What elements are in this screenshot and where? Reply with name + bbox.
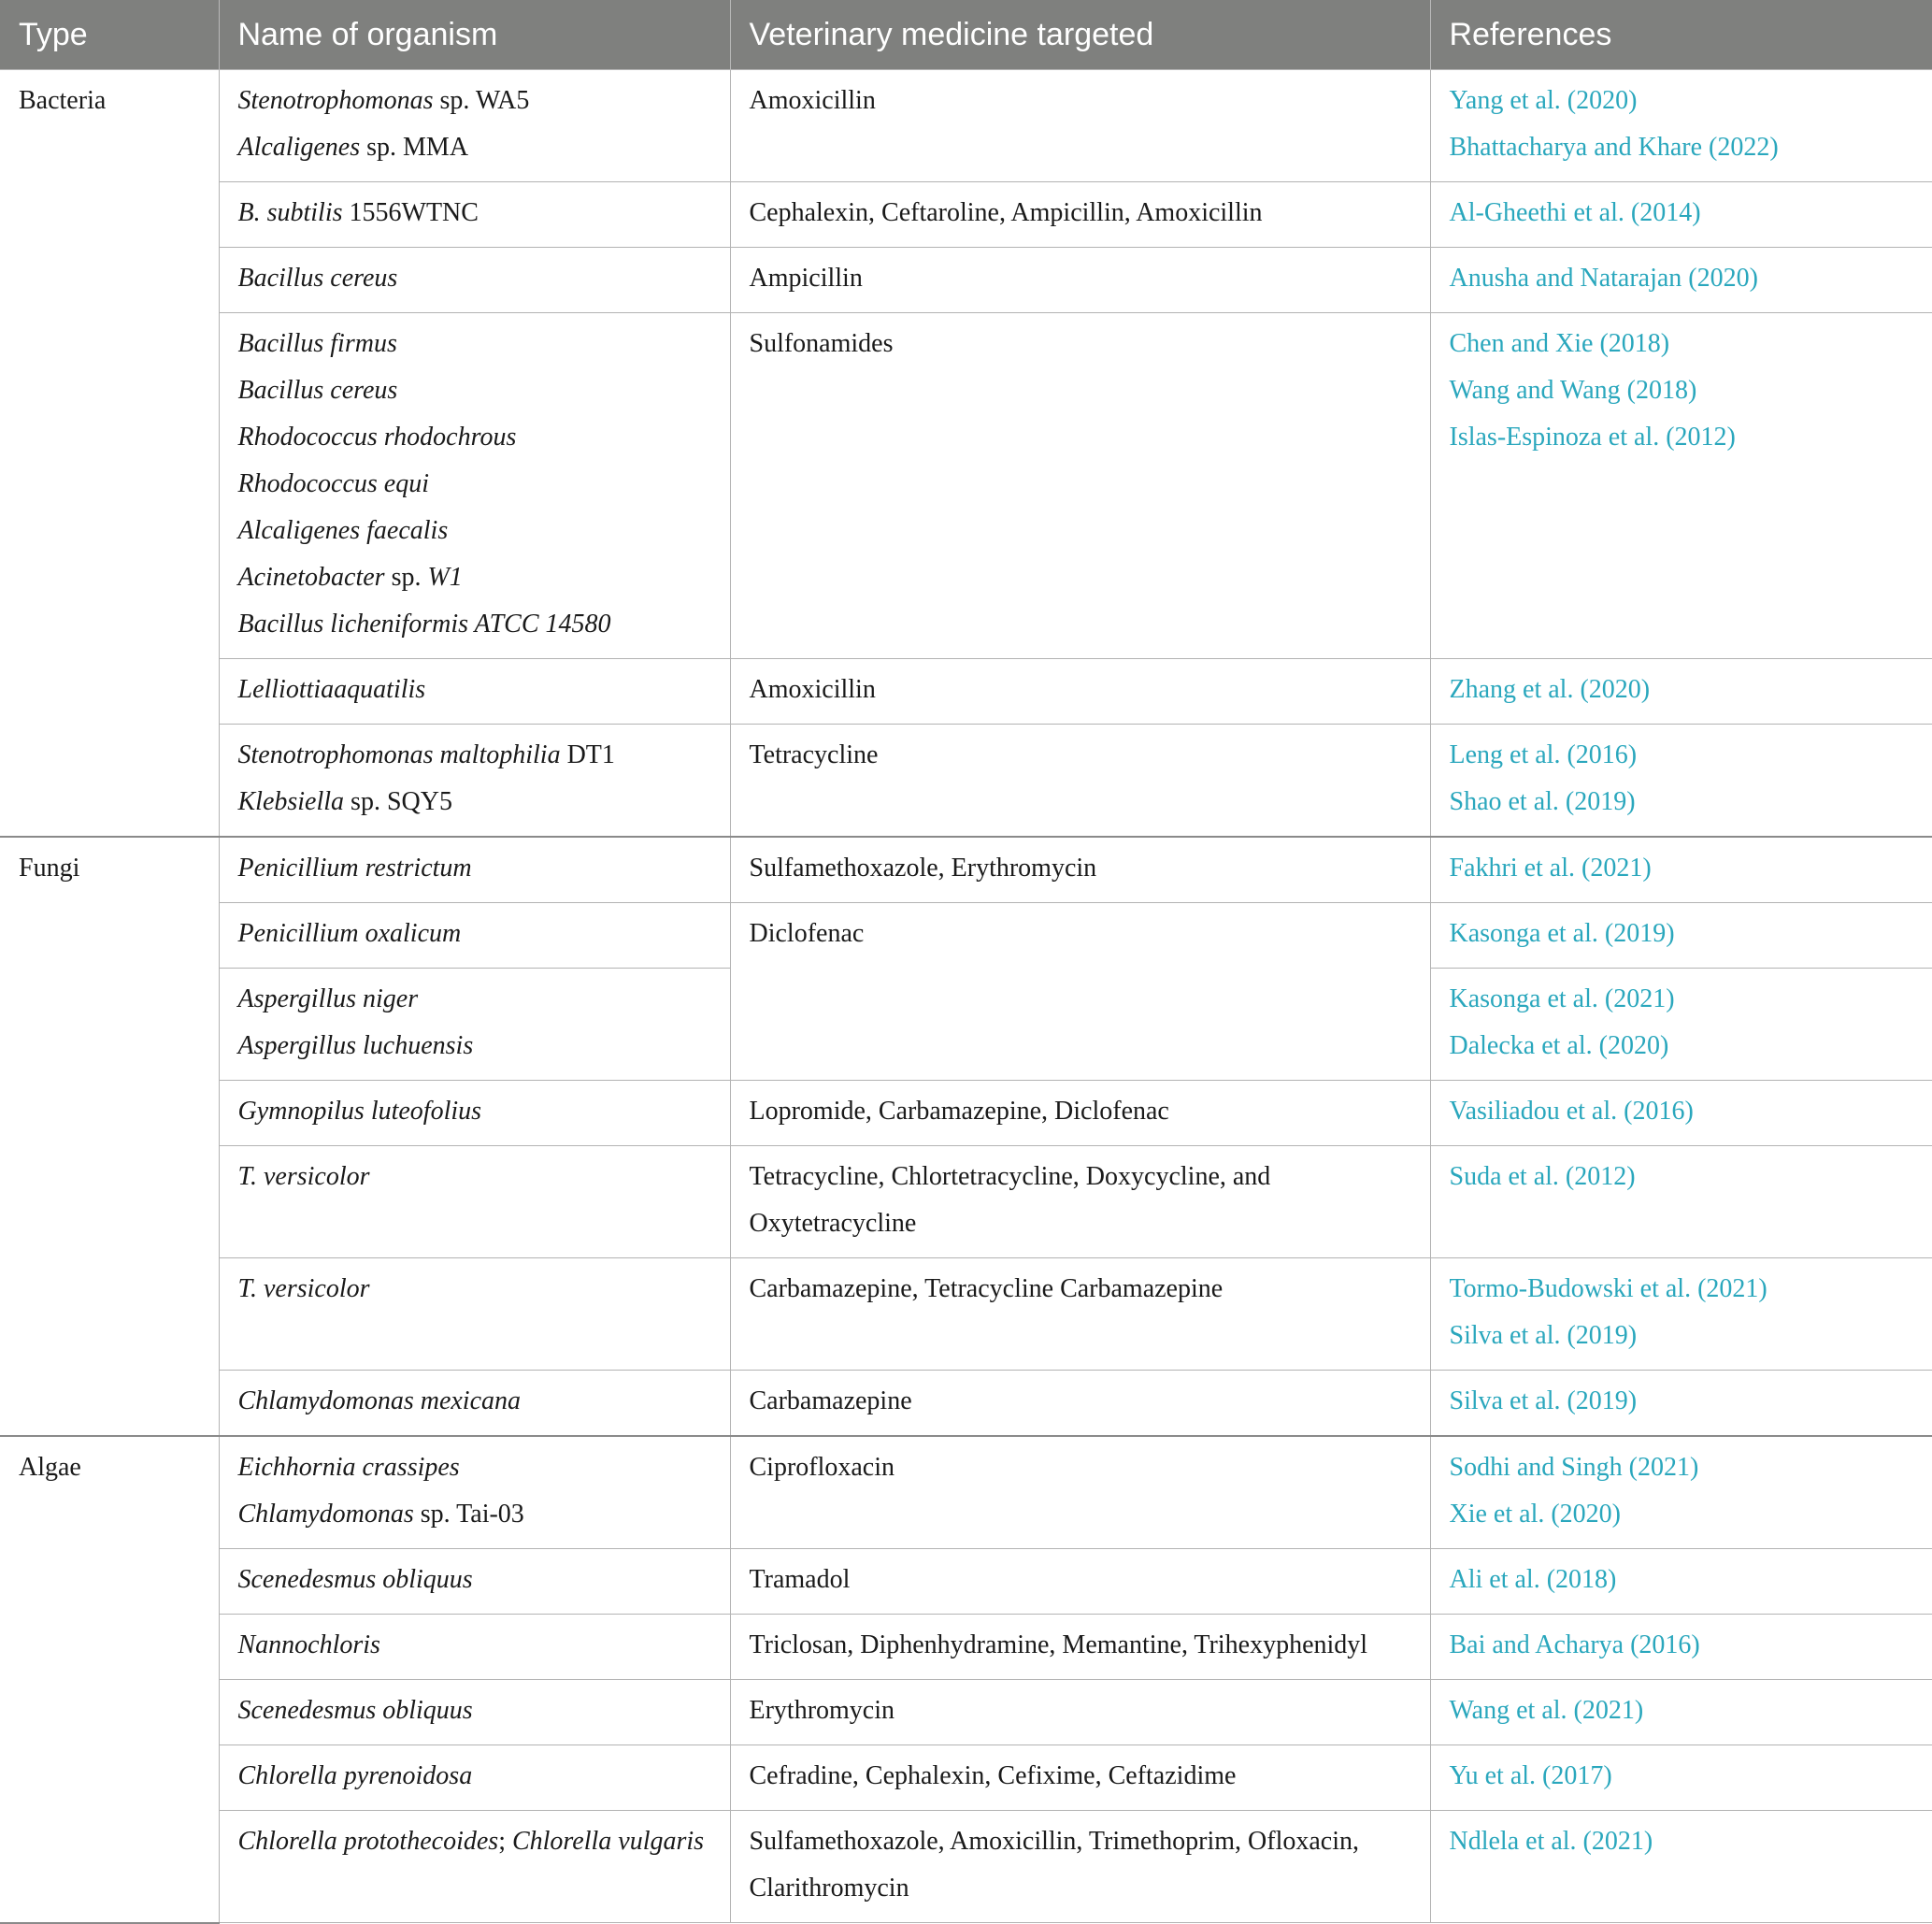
references-cell (1430, 1615, 1932, 1680)
medicine-cell (730, 1811, 1430, 1923)
organism-name-part: Bacillus cereus (237, 264, 398, 293)
medicine-cell (730, 1146, 1430, 1258)
organism-name-part: sp. WA5 (433, 86, 530, 115)
organism-name-part: Bacillus licheniformis ATCC 14580 (237, 610, 611, 639)
organism-cell (219, 1811, 730, 1923)
table-row (0, 313, 1932, 659)
organism-name-part: W1 (427, 563, 463, 592)
organism-name-part: Scenedesmus obliquus (237, 1565, 473, 1594)
table-row (0, 1811, 1932, 1923)
organism-line (238, 508, 711, 554)
organism-cell (219, 1615, 730, 1680)
references-cell (1430, 659, 1932, 725)
reference-link[interactable]: Vasiliadou et al. (2016) (1449, 1097, 1694, 1126)
organism-name-part: Rhodococcus rhodochrous (237, 423, 517, 452)
organism-line (238, 911, 711, 957)
references-cell (1430, 248, 1932, 313)
organism-name-part: Chlorella pyrenoidosa (237, 1761, 473, 1790)
reference-link[interactable]: Tormo-Budowski et al. (2021) (1449, 1274, 1767, 1303)
organism-cell (219, 659, 730, 725)
organism-cell (219, 70, 730, 182)
organism-cell (219, 313, 730, 659)
reference-link[interactable]: Suda et al. (2012) (1449, 1162, 1636, 1191)
medicine-text: Sulfonamides (749, 329, 894, 358)
medicine-text: Tetracycline (749, 740, 879, 769)
references-cell (1430, 313, 1932, 659)
medicine-text: Triclosan, Diphenhydramine, Memantine, Trihexyphenidyl (749, 1630, 1368, 1659)
references-cell (1430, 1258, 1932, 1371)
references-cell (1430, 1549, 1932, 1615)
organism-cell (219, 903, 730, 969)
references-cell (1430, 1436, 1932, 1549)
header-medicine: Veterinary medicine targeted (730, 0, 1430, 70)
organism-cell (219, 837, 730, 903)
type-cell-bacteria (0, 70, 219, 838)
medicine-cell (730, 837, 1430, 903)
organism-line (238, 554, 711, 601)
organism-name-part: Nannochloris (237, 1630, 380, 1659)
references-cell (1430, 1081, 1932, 1146)
organism-cell (219, 725, 730, 838)
organism-line (238, 255, 711, 302)
medicine-cell (730, 1258, 1430, 1371)
table-row (0, 1436, 1932, 1549)
organism-line (238, 732, 711, 779)
organism-name-part: DT1 (560, 740, 615, 769)
table-body (0, 70, 1932, 1923)
header-references: References (1430, 0, 1932, 70)
organism-cell (219, 1371, 730, 1437)
reference-link[interactable]: Bai and Acharya (2016) (1449, 1630, 1700, 1659)
header-organism: Name of organism (219, 0, 730, 70)
reference-link[interactable]: Zhang et al. (2020) (1449, 675, 1651, 704)
organism-line (238, 1266, 711, 1313)
organism-line (238, 78, 711, 124)
organism-name-part: Bacillus firmus (237, 329, 397, 358)
reference-link[interactable]: Fakhri et al. (2021) (1449, 854, 1652, 883)
medicine-text: Diclofenac (749, 919, 865, 948)
organism-name-part: Chlamydomonas (237, 1500, 414, 1529)
medicine-text: Lopromide, Carbamazepine, Diclofenac (749, 1097, 1169, 1126)
header-type: Type (0, 0, 219, 70)
medicine-text: Cephalexin, Ceftaroline, Ampicillin, Amoxicillin (749, 198, 1263, 227)
organism-name-part: Alcaligenes (237, 133, 361, 162)
references-cell (1430, 182, 1932, 248)
reference-link[interactable]: Sodhi and Singh (2021) (1449, 1453, 1699, 1482)
references-cell (1430, 903, 1932, 969)
medicine-cell (730, 1371, 1430, 1437)
organism-name-part: 1556WTNC (342, 198, 479, 227)
reference-link[interactable]: Al-Gheethi et al. (2014) (1449, 198, 1701, 227)
table-row (0, 725, 1932, 838)
medicine-cell (730, 1549, 1430, 1615)
medicine-cell (730, 313, 1430, 659)
organism-line (238, 124, 711, 171)
reference-link[interactable]: Yang et al. (2020) (1449, 86, 1638, 115)
medicine-text: Tramadol (749, 1565, 851, 1594)
table-row (0, 1745, 1932, 1811)
organism-name-part: Stenotrophomonas (237, 86, 434, 115)
medicine-cell (730, 70, 1430, 182)
reference-link[interactable]: Shao et al. (2019) (1449, 787, 1636, 816)
organism-line (238, 461, 711, 508)
table-row (0, 1081, 1932, 1146)
reference-link[interactable]: Islas-Espinoza et al. (2012) (1449, 423, 1736, 452)
references-cell (1430, 1811, 1932, 1923)
organism-name-part: Scenedesmus obliquus (237, 1696, 473, 1725)
organism-line (238, 845, 711, 892)
table-row (0, 1371, 1932, 1437)
medicine-cell (730, 1680, 1430, 1745)
organism-name-part: Bacillus cereus (237, 376, 398, 405)
medicine-text: Cefradine, Cephalexin, Cefixime, Ceftazidime (749, 1761, 1237, 1790)
reference-link[interactable]: Bhattacharya and Khare (2022) (1449, 133, 1779, 162)
organism-line (238, 321, 711, 367)
organism-name-part: B. subtilis (237, 198, 343, 227)
table-row (0, 182, 1932, 248)
medicine-cell (730, 1745, 1430, 1811)
reference-link[interactable]: Wang et al. (2021) (1449, 1696, 1644, 1725)
reference-link[interactable]: Ndlela et al. (2021) (1449, 1827, 1653, 1856)
organism-line (238, 1491, 711, 1538)
organism-name-part: Eichhornia crassipes (237, 1453, 460, 1482)
organism-name-part: Aspergillus niger (237, 984, 419, 1013)
medicine-text: Ciprofloxacin (749, 1453, 895, 1482)
organism-name-part: sp. (384, 563, 428, 592)
organism-line (238, 976, 711, 1023)
type-cell-algae (0, 1436, 219, 1923)
reference-link[interactable]: Silva et al. (2019) (1449, 1386, 1638, 1415)
organism-name-part: Penicillium restrictum (237, 854, 472, 883)
references-cell (1430, 1371, 1932, 1437)
references-cell (1430, 1146, 1932, 1258)
medicine-text: Ampicillin (749, 264, 863, 293)
table-row (0, 837, 1932, 903)
organism-name-part: Rhodococcus equi (237, 469, 429, 498)
organism-line (238, 1444, 711, 1491)
medicine-text: Amoxicillin (749, 675, 876, 704)
reference-link[interactable]: Dalecka et al. (2020) (1449, 1031, 1669, 1060)
table-row (0, 1680, 1932, 1745)
table-row (0, 659, 1932, 725)
organism-name-part: Gymnopilus luteofolius (237, 1097, 482, 1126)
organism-line (238, 601, 711, 648)
organism-name-part: T. versicolor (237, 1162, 370, 1191)
references-cell (1430, 969, 1932, 1081)
medicine-cell (730, 1081, 1430, 1146)
medicine-cell (730, 1436, 1430, 1549)
type-label: Bacteria (19, 86, 107, 115)
organism-line (238, 1687, 711, 1734)
reference-link[interactable]: Anusha and Natarajan (2020) (1449, 264, 1758, 293)
medicine-cell (730, 903, 1430, 1081)
references-cell (1430, 1680, 1932, 1745)
organism-line (238, 1557, 711, 1603)
organism-line (238, 1753, 711, 1800)
organism-name-part: Aspergillus luchuensis (237, 1031, 474, 1060)
organism-name-part: Chlorella vulgaris (511, 1827, 705, 1856)
organism-cell (219, 1081, 730, 1146)
organism-cell (219, 1146, 730, 1258)
organism-name-part: Lelliottiaaquatilis (237, 675, 426, 704)
organism-line (238, 190, 711, 237)
references-cell (1430, 725, 1932, 838)
reference-link[interactable]: Xie et al. (2020) (1449, 1500, 1621, 1529)
organism-name-part: Stenotrophomonas maltophilia (237, 740, 561, 769)
organism-name-part: Alcaligenes faecalis (237, 516, 449, 545)
table-row (0, 903, 1932, 969)
references-cell (1430, 70, 1932, 182)
organism-cell (219, 182, 730, 248)
medicine-text: Tetracycline, Chlortetracycline, Doxycycline, and Oxytetracycline (749, 1162, 1271, 1238)
organism-line (238, 414, 711, 461)
medicine-cell (730, 725, 1430, 838)
reference-link[interactable]: Yu et al. (2017) (1449, 1761, 1612, 1790)
type-cell-fungi (0, 837, 219, 1436)
reference-link[interactable]: Wang and Wang (2018) (1449, 376, 1697, 405)
medicine-cell (730, 659, 1430, 725)
organism-line (238, 1154, 711, 1200)
organism-line (238, 1088, 711, 1135)
references-cell (1430, 1745, 1932, 1811)
organism-cell (219, 1745, 730, 1811)
type-label: Fungi (19, 854, 80, 883)
organism-name-part: Chlamydomonas mexicana (237, 1386, 522, 1415)
reference-link[interactable]: Chen and Xie (2018) (1449, 329, 1670, 358)
medicine-text: Sulfamethoxazole, Amoxicillin, Trimethoprim, Ofloxacin, Clarithromycin (749, 1827, 1359, 1902)
medicine-text: Carbamazepine, Tetracycline Carbamazepine (749, 1274, 1224, 1303)
organism-line (238, 367, 711, 414)
organism-line (238, 779, 711, 826)
organism-name-part: Penicillium oxalicum (237, 919, 462, 948)
organism-name-part: Acinetobacter (237, 563, 385, 592)
organism-cell (219, 1436, 730, 1549)
medicine-cell (730, 182, 1430, 248)
table-row (0, 1615, 1932, 1680)
organism-name-part: ; (498, 1827, 512, 1856)
reference-link[interactable]: Kasonga et al. (2019) (1449, 919, 1675, 948)
table-row (0, 248, 1932, 313)
organism-line (238, 667, 711, 713)
medicine-cell (730, 1615, 1430, 1680)
table-row (0, 70, 1932, 182)
organism-line (238, 1818, 711, 1865)
organism-name-part: Klebsiella (237, 787, 345, 816)
organism-cell (219, 1549, 730, 1615)
organism-cell (219, 1258, 730, 1371)
organism-name-part: sp. SQY5 (344, 787, 452, 816)
organism-cell (219, 248, 730, 313)
reference-link[interactable]: Kasonga et al. (2021) (1449, 984, 1675, 1013)
reference-link[interactable]: Leng et al. (2016) (1449, 740, 1638, 769)
medicine-text: Erythromycin (749, 1696, 895, 1725)
header-row (0, 0, 1932, 70)
organism-line (238, 1622, 711, 1669)
reference-link[interactable]: Silva et al. (2019) (1449, 1321, 1638, 1350)
medicine-text: Carbamazepine (749, 1386, 912, 1415)
type-label: Algae (19, 1453, 81, 1482)
table-row (0, 1258, 1932, 1371)
table-row (0, 1549, 1932, 1615)
medicine-text: Sulfamethoxazole, Erythromycin (749, 854, 1097, 883)
medicine-cell (730, 248, 1430, 313)
organism-name-part: T. versicolor (237, 1274, 370, 1303)
organism-cell (219, 969, 730, 1081)
organism-line (238, 1378, 711, 1425)
medicine-text: Amoxicillin (749, 86, 876, 115)
reference-link[interactable]: Ali et al. (2018) (1449, 1565, 1617, 1594)
table-row (0, 1146, 1932, 1258)
organism-name-part: Chlorella protothecoides (237, 1827, 499, 1856)
organism-cell (219, 1680, 730, 1745)
organism-name-part: sp. MMA (360, 133, 469, 162)
organism-line (238, 1023, 711, 1070)
organism-name-part: sp. Tai-03 (413, 1500, 524, 1529)
references-cell (1430, 837, 1932, 903)
